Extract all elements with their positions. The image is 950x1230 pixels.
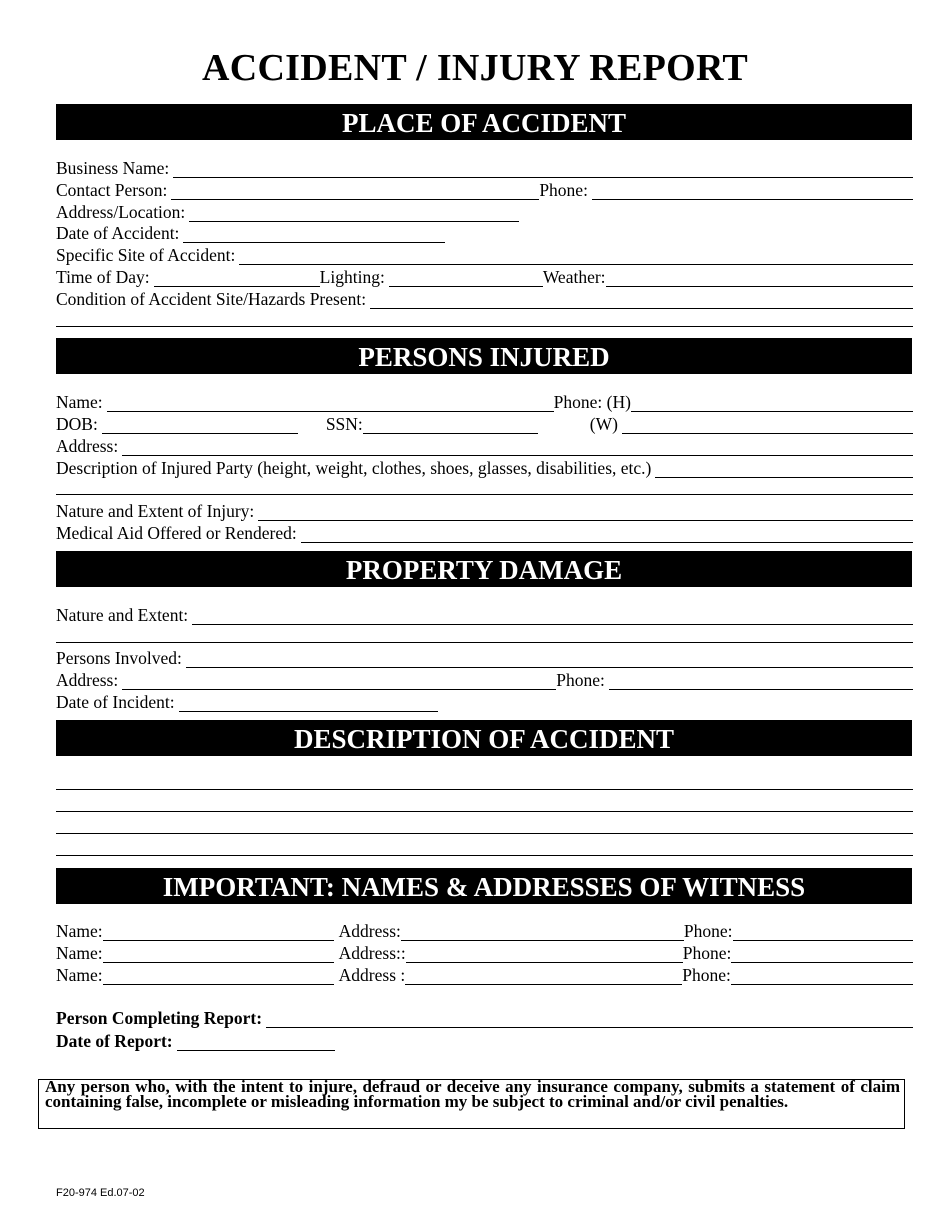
injured-address-label: Address:	[56, 436, 119, 456]
section-header-witness: IMPORTANT: NAMES & ADDRESSES OF WITNESS	[56, 868, 912, 904]
address-location-label: Address/Location:	[56, 202, 186, 222]
person-completing-row	[56, 1006, 913, 1028]
witness-address-label: Address :	[338, 965, 406, 985]
page-title: ACCIDENT / INJURY REPORT	[201, 47, 749, 89]
description-line-2[interactable]	[56, 811, 913, 812]
injured-phone-work-field[interactable]	[622, 417, 913, 434]
section-header-property: PROPERTY DAMAGE	[56, 551, 912, 587]
condition-label: Condition of Accident Site/Hazards Present:	[56, 289, 367, 309]
property-phone-field[interactable]	[609, 673, 913, 690]
witness-phone-label: Phone:	[683, 921, 733, 941]
ssn-label: SSN:	[325, 414, 363, 434]
description-line-4[interactable]	[56, 855, 913, 856]
ssn-field[interactable]	[363, 417, 538, 434]
witness-address-label: Address:	[338, 921, 401, 941]
business-name-field[interactable]	[173, 161, 913, 178]
injured-address-field[interactable]	[122, 439, 913, 456]
witness-row	[56, 919, 913, 941]
witness-name-label: Name:	[56, 943, 103, 963]
injured-description-label: Description of Injured Party (height, weight, clothes, shoes, glasses, disabilities, etc.)	[56, 458, 652, 478]
witness-phone-field[interactable]	[731, 968, 913, 985]
time-of-day-label: Time of Day:	[56, 267, 150, 287]
injured-name-field[interactable]	[107, 395, 554, 412]
weather-field[interactable]	[606, 270, 913, 287]
witness-name-field[interactable]	[103, 968, 334, 985]
injured-description-row	[56, 456, 913, 478]
section-header-persons: PERSONS INJURED	[56, 338, 912, 374]
condition-row	[56, 287, 913, 309]
time-of-day-field[interactable]	[154, 270, 320, 287]
date-of-accident-row	[56, 221, 913, 243]
date-of-incident-field[interactable]	[179, 695, 438, 712]
injury-nature-label: Nature and Extent of Injury:	[56, 501, 255, 521]
injured-phone-work-label: (W)	[589, 414, 618, 434]
injury-nature-field[interactable]	[258, 504, 913, 521]
time-lighting-weather-row	[56, 265, 913, 287]
witness-name-label: Name:	[56, 921, 103, 941]
witness-name-label: Name:	[56, 965, 103, 985]
witness-address-label: Address::	[338, 943, 406, 963]
condition-extra-line[interactable]	[56, 326, 913, 327]
property-nature-field[interactable]	[192, 608, 913, 625]
date-of-report-row	[56, 1029, 913, 1051]
date-of-incident-row	[56, 690, 913, 712]
injured-description-extra-line[interactable]	[56, 494, 913, 495]
date-of-incident-label: Date of Incident:	[56, 692, 175, 712]
witness-phone-field[interactable]	[731, 946, 913, 963]
lighting-field[interactable]	[389, 270, 543, 287]
persons-involved-field[interactable]	[186, 651, 913, 668]
contact-person-field[interactable]	[171, 183, 539, 200]
person-completing-label: Person Completing Report:	[56, 1008, 263, 1028]
witness-phone-field[interactable]	[733, 924, 914, 941]
dob-ssn-row	[56, 412, 913, 434]
person-completing-field[interactable]	[266, 1011, 913, 1028]
witness-row	[56, 941, 913, 963]
business-name-label: Business Name:	[56, 158, 170, 178]
description-line-3[interactable]	[56, 833, 913, 834]
injured-phone-home-field[interactable]	[631, 395, 913, 412]
specific-site-row	[56, 243, 913, 265]
section-header-place: PLACE OF ACCIDENT	[56, 104, 912, 140]
contact-person-row	[56, 178, 913, 200]
injured-address-row	[56, 434, 913, 456]
medical-aid-row	[56, 521, 913, 543]
medical-aid-label: Medical Aid Offered or Rendered:	[56, 523, 297, 543]
witness-address-field[interactable]	[405, 968, 682, 985]
witness-name-field[interactable]	[103, 946, 334, 963]
persons-involved-row	[56, 646, 913, 668]
medical-aid-field[interactable]	[301, 526, 913, 543]
contact-phone-label: Phone:	[539, 180, 588, 200]
persons-involved-label: Persons Involved:	[56, 648, 182, 668]
witness-address-field[interactable]	[406, 946, 683, 963]
property-address-label: Address:	[56, 670, 119, 690]
property-address-field[interactable]	[122, 673, 556, 690]
date-of-accident-label: Date of Accident:	[56, 223, 180, 243]
injured-description-field[interactable]	[655, 461, 913, 478]
specific-site-field[interactable]	[239, 248, 913, 265]
dob-field[interactable]	[102, 417, 298, 434]
property-nature-extra-line[interactable]	[56, 642, 913, 643]
witness-row	[56, 963, 913, 985]
property-address-row	[56, 668, 913, 690]
date-of-report-field[interactable]	[177, 1034, 335, 1051]
witness-phone-label: Phone:	[682, 965, 731, 985]
contact-phone-field[interactable]	[592, 183, 913, 200]
business-name-row	[56, 156, 913, 178]
injury-nature-row	[56, 499, 913, 521]
injured-name-label: Name:	[56, 392, 103, 412]
witness-phone-label: Phone:	[682, 943, 732, 963]
contact-person-label: Contact Person:	[56, 180, 168, 200]
fraud-warning-notice: Any person who, with the intent to injure, defraud or deceive any insurance company, submits a statement of claim containing false, incomplete or misleading information my be subject to criminal and/or civil penalties.	[38, 1079, 905, 1129]
property-nature-label: Nature and Extent:	[56, 605, 189, 625]
property-phone-label: Phone:	[556, 670, 605, 690]
witness-address-field[interactable]	[401, 924, 684, 941]
witness-name-field[interactable]	[103, 924, 334, 941]
weather-label: Weather:	[542, 267, 606, 287]
address-location-row	[56, 200, 913, 222]
injured-name-row	[56, 390, 913, 412]
date-of-report-label: Date of Report:	[56, 1031, 173, 1051]
dob-label: DOB:	[56, 414, 98, 434]
property-nature-row	[56, 603, 913, 625]
specific-site-label: Specific Site of Accident:	[56, 245, 236, 265]
description-line-1[interactable]	[56, 789, 913, 790]
condition-field[interactable]	[370, 292, 913, 309]
section-header-description: DESCRIPTION OF ACCIDENT	[56, 720, 912, 756]
injured-phone-home-label: Phone: (H)	[553, 392, 631, 412]
lighting-label: Lighting:	[319, 267, 385, 287]
form-number: F20-974 Ed.07-02	[56, 1187, 145, 1199]
date-of-accident-field[interactable]	[183, 226, 445, 243]
address-location-field[interactable]	[189, 205, 519, 222]
